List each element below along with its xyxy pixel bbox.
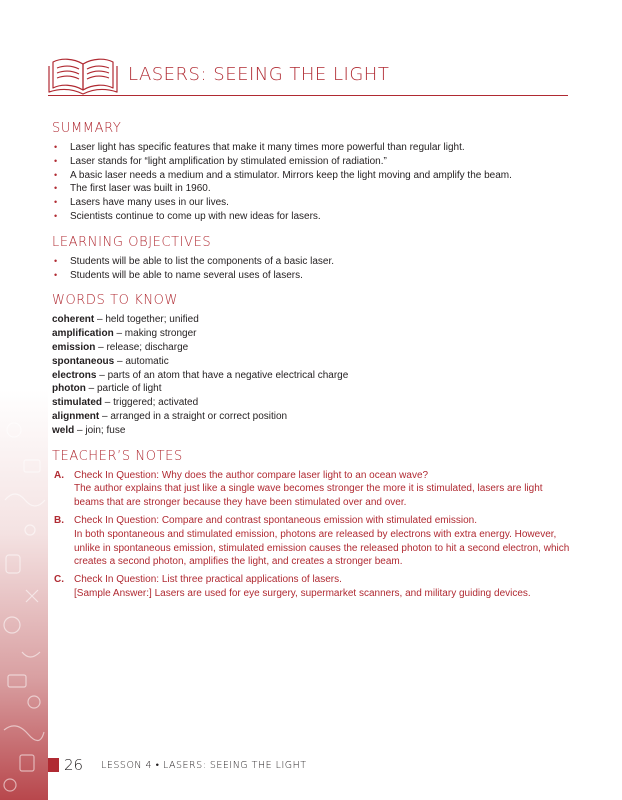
vocabulary-term: emission: [52, 341, 96, 353]
note-question: Check In Question: List three practical applications of lasers.: [74, 574, 342, 586]
main-content: [52, 121, 572, 605]
note-answer: In both spontaneous and stimulated emission, photons are released by electrons with extra energy. However, unlike in spontaneous emission, stimulated emission causes the released photon to hit a second electron, which creates a second photon, amplifies the light, and creates a stronger beam.: [74, 528, 570, 568]
open-book-icon: [47, 54, 119, 96]
objectives-list: [52, 255, 572, 283]
note-item: [52, 469, 572, 510]
vocabulary-item: [52, 424, 572, 438]
vocabulary-item: [52, 355, 572, 369]
note-question: Check In Question: Compare and contrast spontaneous emission with stimulated emission.: [74, 514, 477, 526]
list-item: • Students will be able to list the components of a basic laser.: [52, 255, 572, 269]
vocabulary-definition: – parts of an atom that have a negative electrical charge: [96, 369, 349, 381]
header-divider: [48, 95, 568, 96]
list-item: • Laser stands for “light amplification by stimulated emission of radiation.”: [52, 155, 572, 169]
vocabulary-definition: – join; fuse: [74, 424, 126, 436]
note-letter: C.: [54, 574, 64, 586]
vocabulary-term: weld: [52, 424, 75, 436]
note-item: [52, 573, 572, 601]
note-question: Check In Question: Why does the author compare laser light to an ocean wave?: [74, 469, 429, 481]
list-item: • Laser light has specific features that make it many times more powerful than regular light.: [52, 141, 572, 155]
list-item: • The first laser was built in 1960.: [52, 182, 572, 196]
vocabulary-term: amplification: [52, 328, 114, 340]
vocabulary-term: coherent: [52, 314, 95, 326]
note-answer: [Sample Answer:] Lasers are used for eye surgery, supermarket scanners, and military guiding devices.: [74, 587, 531, 599]
summary-list: [52, 141, 572, 224]
vocabulary-item: [52, 396, 572, 410]
list-item: • Students will be able to name several uses of lasers.: [52, 269, 572, 283]
summary-heading: SUMMARY: [52, 121, 122, 136]
teachers-notes-heading: TEACHER’S NOTES: [52, 448, 183, 464]
footer-marker: [48, 758, 59, 772]
vocabulary-item: [52, 410, 572, 424]
vocabulary-item: [52, 369, 572, 383]
vocabulary-item: [52, 382, 572, 396]
vocabulary-term: photon: [52, 383, 86, 395]
vocabulary-term: electrons: [52, 369, 97, 381]
list-item: • Lasers have many uses in our lives.: [52, 196, 572, 210]
list-item: • A basic laser needs a medium and a stimulator. Mirrors keep the light moving and amplify the beam.: [52, 169, 572, 183]
note-letter: B.: [54, 514, 64, 526]
vocabulary-term: stimulated: [52, 397, 103, 409]
page-number: 26: [64, 756, 84, 774]
note-item: [52, 514, 572, 569]
footer-label: LESSON 4 • LASERS: SEEING THE LIGHT: [101, 759, 307, 771]
note-answer: The author explains that just like a single wave becomes stronger the more it is stimulated, lasers are light beams that are stronger because they have been stimulated over and over.: [74, 483, 543, 509]
teachers-notes-list: [52, 469, 572, 601]
page-footer: [48, 754, 307, 776]
vocabulary-definition: – automatic: [114, 355, 169, 367]
vocabulary-definition: – making stronger: [113, 328, 197, 340]
vocabulary-term: spontaneous: [52, 355, 115, 367]
decorative-side-strip: [0, 390, 48, 800]
note-letter: A.: [54, 469, 64, 481]
vocabulary-definition: – triggered; activated: [102, 397, 199, 409]
vocabulary-item: [52, 341, 572, 355]
lesson-title: LASERS: SEEING THE LIGHT: [128, 64, 390, 85]
vocabulary-list: [52, 313, 572, 437]
vocabulary-item: [52, 327, 572, 341]
doodle-pattern-icon: [0, 390, 48, 800]
vocabulary-term: alignment: [52, 410, 100, 422]
vocabulary-item: [52, 313, 572, 327]
vocabulary-definition: – held together; unified: [94, 314, 199, 326]
vocabulary-definition: – release; discharge: [95, 341, 189, 353]
words-to-know-heading: WORDS TO KNOW: [52, 293, 178, 309]
learning-objectives-heading: LEARNING OBJECTIVES: [52, 234, 212, 250]
vocabulary-definition: – arranged in a straight or correct position: [99, 410, 288, 422]
list-item: • Scientists continue to come up with new ideas for lasers.: [52, 210, 572, 224]
vocabulary-definition: – particle of light: [85, 383, 162, 395]
